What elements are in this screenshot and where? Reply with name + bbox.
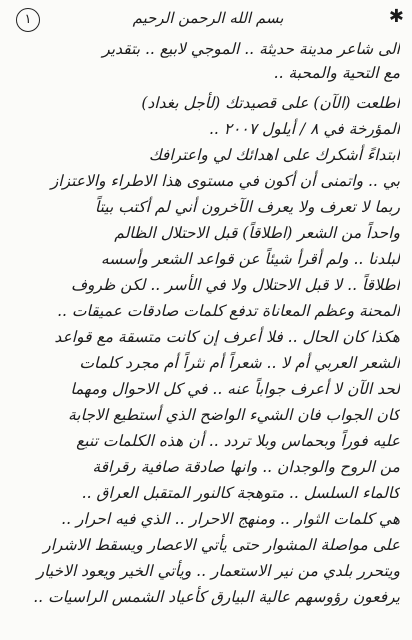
letter-line: لحد الآن لا أعرف جواباً عنه .. في كل الاحوال ومهما xyxy=(70,380,400,398)
letter-line: المؤرخة في ٨ / أيلول ٢٠٠٧ .. xyxy=(208,120,400,138)
letter-line: مع التحية والمحبة .. xyxy=(273,64,400,82)
letter-line: عليه فوراً وبحماس وبلا تردد .. أن هذه الكلمات تنبع xyxy=(76,432,400,450)
letter-line: واحداً من الشعر (اطلاقاً) قبل الاحتلال الظالم xyxy=(114,224,400,242)
letter-line: الى شاعر مدينة حديثة .. الموجي لابيع .. بتقدير xyxy=(102,40,400,58)
letter-header xyxy=(8,6,404,32)
letter-line: كالماء السلسل .. متوهجة كالنور المتقبل العراق .. xyxy=(81,484,400,502)
letter-line: كان الجواب فان الشيء الواضح الذي أستطيع الاجابة xyxy=(68,406,400,424)
letter-line: اطلاقاً .. لا قبل الاحتلال ولا في الأسر .. لكن ظروف xyxy=(70,276,400,294)
letter-line: لبلدنا .. ولم أقرأ شيئاً عن قواعد الشعر وأسسه xyxy=(100,250,400,268)
letter-line: هي كلمات الثوار .. ومنهج الاحرار .. الذي فيه احرار .. xyxy=(61,510,400,528)
letter-body xyxy=(12,36,400,640)
letter-line: هكذا كان الحال .. فلا أعرف إن كانت متسقة مع قواعد xyxy=(54,328,400,346)
star-mark-icon: ✱ xyxy=(388,6,404,27)
letter-line: من الروح والوجدان .. وانها صادقة صافية رقراقة xyxy=(92,458,400,476)
letter-line: ربما لا تعرف ولا يعرف الآخرون أني لم أكتب بيتاً xyxy=(94,198,400,216)
letter-line: ابتداءً أشكرك على اهدائك لي واعترافك xyxy=(148,146,400,164)
letter-line: ويتحرر بلدي من نير الاستعمار .. ويأتي الخير ويعود الاخيار xyxy=(36,562,400,580)
basmala-heading: بسم الله الرحمن الرحيم xyxy=(132,9,284,27)
letter-line: اطلعت (الآن) على قصيدتك (لأجل بغداد) xyxy=(141,94,400,112)
letter-line: يرفعون رؤوسهم عالية البيارق كأعياد الشمس الراسيات .. xyxy=(33,588,400,606)
page-number: ١ xyxy=(16,8,40,32)
letter-line: الشعر العربي أم لا .. شعراً أم نثراً أم مجرد كلمات xyxy=(79,354,400,372)
letter-line: بي .. واتمنى أن أكون في مستوى هذا الاطراء والاعتزاز xyxy=(50,172,400,190)
letter-line: المحنة وعظم المعاناة تدفع كلمات صادقات عميقات .. xyxy=(57,302,400,320)
letter-line: على مواصلة المشوار حتى يأتي الاعصار ويسقط الاشرار xyxy=(43,536,400,554)
